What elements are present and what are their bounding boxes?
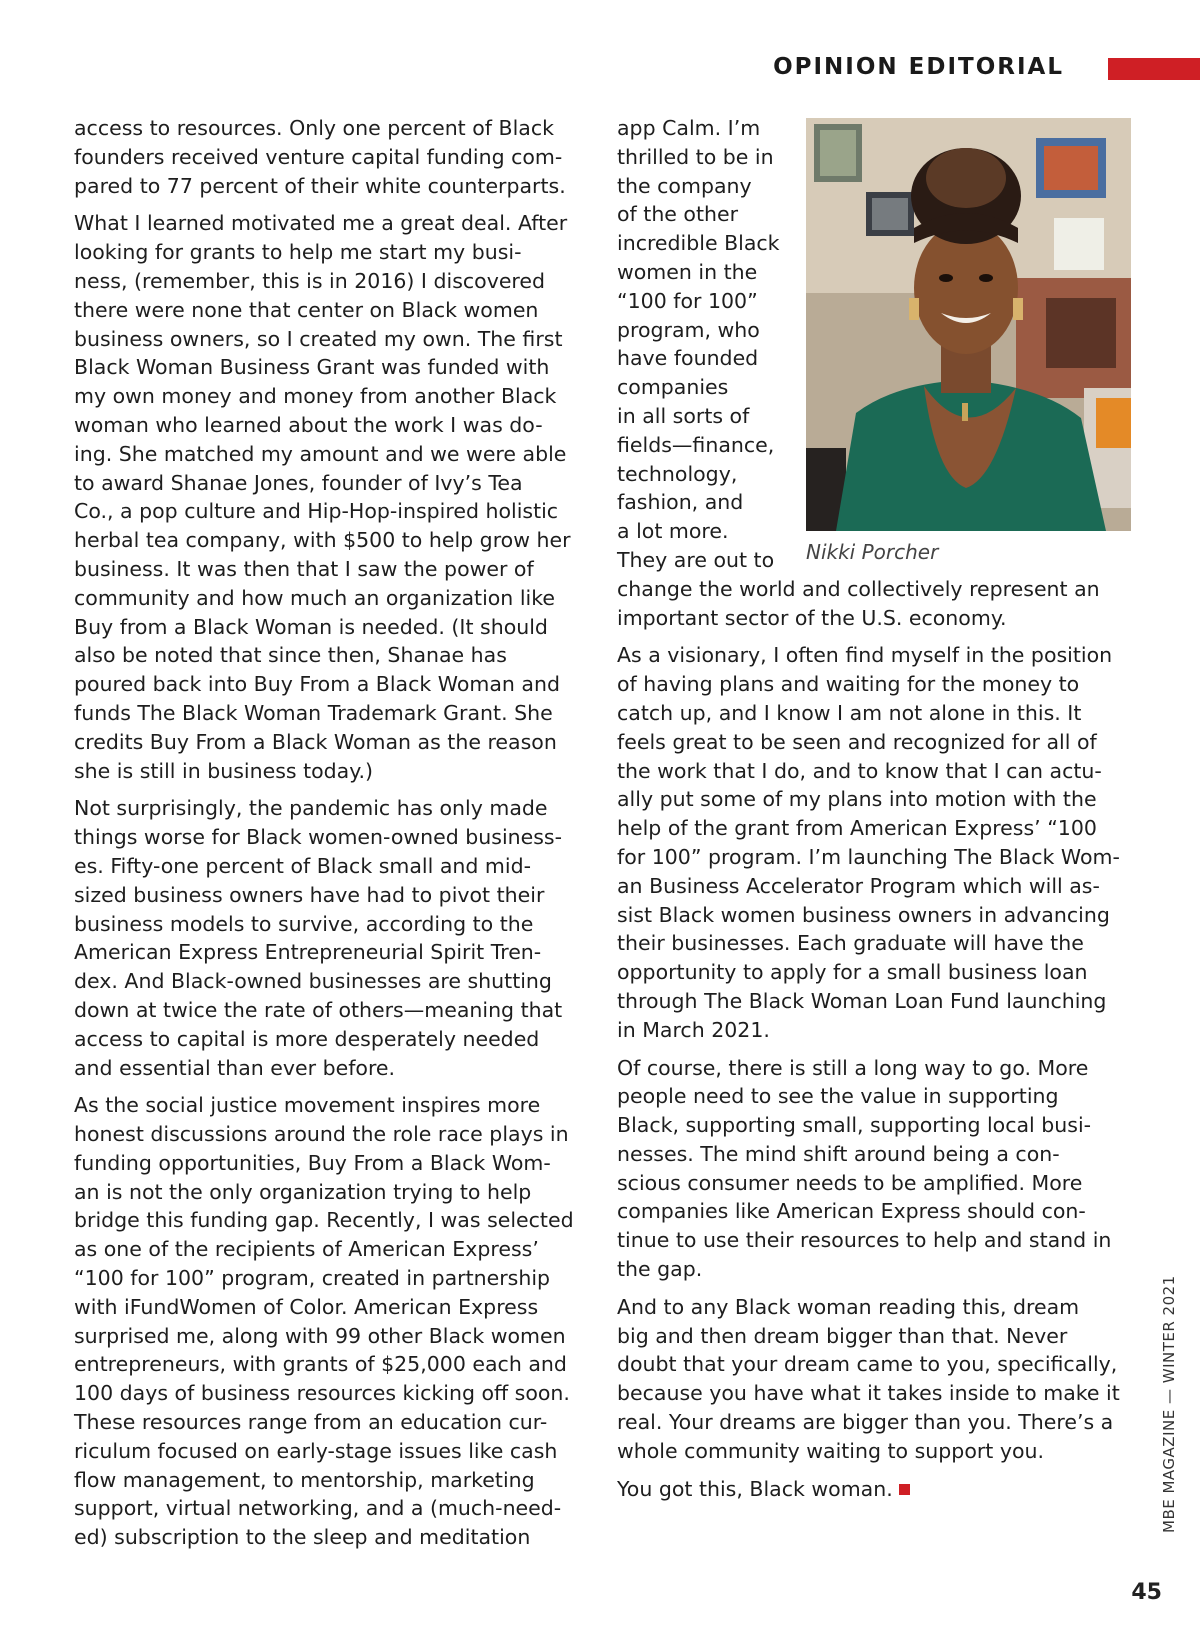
page-number: 45 bbox=[1131, 1580, 1162, 1605]
text-line: because you have what it takes inside to make it bbox=[617, 1381, 1120, 1406]
text-line: ing. She matched my amount and we were able bbox=[74, 441, 567, 466]
paragraph bbox=[74, 1091, 594, 1552]
text-line: companies like American Express should con- bbox=[617, 1199, 1086, 1224]
text-line: business. It was then that I saw the power of bbox=[74, 556, 534, 581]
text-line: of having plans and waiting for the money to bbox=[617, 672, 1080, 697]
paragraph bbox=[74, 209, 594, 785]
magazine-issue-label: MBE MAGAZINE — WINTER 2021 bbox=[1160, 1275, 1178, 1533]
text-line: to award Shanae Jones, founder of Ivy’s Tea bbox=[74, 470, 523, 495]
text-line: And to any Black woman reading this, dream bbox=[617, 1294, 1080, 1319]
text-line: help of the grant from American Express’ “100 bbox=[617, 816, 1097, 841]
text-line: American Express Entrepreneurial Spirit Tren- bbox=[74, 940, 542, 965]
text-line: an Business Accelerator Program which will as- bbox=[617, 873, 1100, 898]
text-line: sized business owners have had to pivot their bbox=[74, 882, 545, 907]
text-line: looking for grants to help me start my busi- bbox=[74, 240, 522, 265]
text-line: riculum focused on early-stage issues like cash bbox=[74, 1438, 558, 1463]
paragraph bbox=[617, 1054, 1137, 1284]
left-column bbox=[74, 114, 594, 1561]
text-line: through The Black Woman Loan Fund launching bbox=[617, 988, 1107, 1013]
text-line: community and how much an organization like bbox=[74, 585, 555, 610]
text-line: Of course, there is still a long way to go. More bbox=[617, 1055, 1089, 1080]
text-line: the gap. bbox=[617, 1257, 703, 1282]
paragraph bbox=[617, 1293, 1137, 1466]
text-line: business models to survive, according to the bbox=[74, 911, 534, 936]
text-line: of the other bbox=[617, 202, 739, 227]
text-line: as one of the recipients of American Express’ bbox=[74, 1237, 539, 1262]
text-line: What I learned motivated me a great deal. After bbox=[74, 211, 568, 236]
text-line: for 100” program. I’m launching The Black Wom- bbox=[617, 844, 1120, 869]
text-line: fashion, and bbox=[617, 490, 744, 515]
text-line: women in the bbox=[617, 259, 758, 284]
text-line: woman who learned about the work I was do- bbox=[74, 412, 543, 437]
text-line: fields—finance, bbox=[617, 432, 775, 457]
text-line: honest discussions around the role race plays in bbox=[74, 1122, 569, 1147]
text-line: tinue to use their resources to help and stand in bbox=[617, 1228, 1112, 1253]
text-line: important sector of the U.S. economy. bbox=[617, 605, 1007, 630]
portrait-photo bbox=[806, 118, 1131, 531]
text-line: an is not the only organization trying to help bbox=[74, 1179, 532, 1204]
text-line: Co., a pop culture and Hip-Hop-inspired holistic bbox=[74, 499, 559, 524]
text-line: program, who bbox=[617, 317, 760, 342]
closing-text: You got this, Black woman. bbox=[617, 1476, 893, 1501]
text-line: surprised me, along with 99 other Black women bbox=[74, 1323, 566, 1348]
text-line: poured back into Buy From a Black Woman and bbox=[74, 672, 560, 697]
text-line: As the social justice movement inspires more bbox=[74, 1093, 541, 1118]
text-line: in all sorts of bbox=[617, 403, 750, 428]
text-line: their businesses. Each graduate will have the bbox=[617, 931, 1084, 956]
paragraph bbox=[74, 794, 594, 1082]
text-line: have founded bbox=[617, 346, 759, 371]
text-line: things worse for Black women-owned business- bbox=[74, 825, 563, 850]
text-line: thrilled to be in bbox=[617, 144, 774, 169]
text-line: a lot more. bbox=[617, 519, 729, 544]
text-line: app Calm. I’m bbox=[617, 116, 761, 140]
text-line: real. Your dreams are bigger than you. There’s a bbox=[617, 1410, 1114, 1435]
text-line: entrepreneurs, with grants of $25,000 each and bbox=[74, 1352, 567, 1377]
text-line: “100 for 100” program, created in partnership bbox=[74, 1266, 551, 1291]
text-line: funding opportunities, Buy From a Black Wom- bbox=[74, 1150, 551, 1175]
text-line: scious consumer needs to be amplified. More bbox=[617, 1170, 1083, 1195]
header-accent-bar bbox=[1108, 58, 1200, 80]
portrait-illustration bbox=[806, 118, 1131, 531]
text-line: also be noted that since then, Shanae has bbox=[74, 643, 507, 668]
section-label: OPINION EDITORIAL bbox=[773, 54, 1064, 80]
text-line: sist Black women business owners in advancing bbox=[617, 902, 1110, 927]
text-line: she is still in business today.) bbox=[74, 758, 373, 783]
text-line: there were none that center on Black women bbox=[74, 297, 539, 322]
text-line: ally put some of my plans into motion with the bbox=[617, 787, 1097, 812]
text-line: founders received venture capital funding com- bbox=[74, 144, 563, 169]
end-mark-icon bbox=[899, 1484, 910, 1495]
text-line: herbal tea company, with $500 to help grow her bbox=[74, 528, 571, 553]
text-line: whole community waiting to support you. bbox=[617, 1438, 1045, 1463]
text-line: As a visionary, I often find myself in the position bbox=[617, 643, 1113, 668]
text-line: They are out to bbox=[617, 547, 775, 572]
text-line: with iFundWomen of Color. American Express bbox=[74, 1294, 539, 1319]
text-line: Not surprisingly, the pandemic has only made bbox=[74, 796, 548, 821]
text-line: es. Fifty-one percent of Black small and mid- bbox=[74, 853, 531, 878]
text-line: pared to 77 percent of their white counterparts. bbox=[74, 173, 566, 198]
text-line: my own money and money from another Black bbox=[74, 384, 557, 409]
text-line: the work that I do, and to know that I can actu- bbox=[617, 758, 1102, 783]
text-line: companies bbox=[617, 375, 729, 400]
text-line: Black, supporting small, supporting local busi- bbox=[617, 1113, 1092, 1138]
text-line: people need to see the value in supporting bbox=[617, 1084, 1059, 1109]
text-line: Black Woman Business Grant was funded with bbox=[74, 355, 550, 380]
text-line: opportunity to apply for a small business loan bbox=[617, 960, 1088, 985]
text-line: and essential than ever before. bbox=[74, 1055, 396, 1080]
text-line: Buy from a Black Woman is needed. (It should bbox=[74, 614, 548, 639]
text-line: business owners, so I created my own. The first bbox=[74, 326, 563, 351]
text-line: ness, (remember, this is in 2016) I discovered bbox=[74, 268, 546, 293]
text-line: bridge this funding gap. Recently, I was selected bbox=[74, 1208, 574, 1233]
text-line: change the world and collectively represent an bbox=[617, 576, 1100, 601]
paragraph bbox=[617, 641, 1137, 1044]
text-line: ed) subscription to the sleep and meditation bbox=[74, 1525, 531, 1550]
text-line: credits Buy From a Black Woman as the reason bbox=[74, 729, 557, 754]
text-line: funds The Black Woman Trademark Grant. She bbox=[74, 700, 553, 725]
text-line: down at twice the rate of others—meaning that bbox=[74, 997, 563, 1022]
paragraph bbox=[74, 114, 594, 200]
text-line: the company bbox=[617, 173, 752, 198]
photo-caption: Nikki Porcher bbox=[806, 540, 939, 564]
text-line: 100 days of business resources kicking off soon. bbox=[74, 1381, 570, 1406]
text-line: dex. And Black-owned businesses are shutting bbox=[74, 969, 552, 994]
text-line: nesses. The mind shift around being a con- bbox=[617, 1141, 1060, 1166]
text-line: access to capital is more desperately needed bbox=[74, 1026, 540, 1051]
text-line: catch up, and I know I am not alone in this. It bbox=[617, 700, 1082, 725]
text-line: doubt that your dream came to you, specifically, bbox=[617, 1352, 1118, 1377]
text-line: incredible Black bbox=[617, 231, 780, 256]
text-line: big and then dream bigger than that. Never bbox=[617, 1323, 1068, 1348]
closing-paragraph bbox=[617, 1475, 1137, 1504]
text-line: feels great to be seen and recognized for all of bbox=[617, 729, 1097, 754]
text-line: in March 2021. bbox=[617, 1017, 770, 1042]
text-line: These resources range from an education cur- bbox=[74, 1410, 548, 1435]
text-line: flow management, to mentorship, marketing bbox=[74, 1467, 535, 1492]
text-line: technology, bbox=[617, 461, 738, 486]
text-line: support, virtual networking, and a (much-need- bbox=[74, 1496, 562, 1521]
text-line: access to resources. Only one percent of Black bbox=[74, 116, 554, 140]
text-line: “100 for 100” bbox=[617, 288, 758, 313]
